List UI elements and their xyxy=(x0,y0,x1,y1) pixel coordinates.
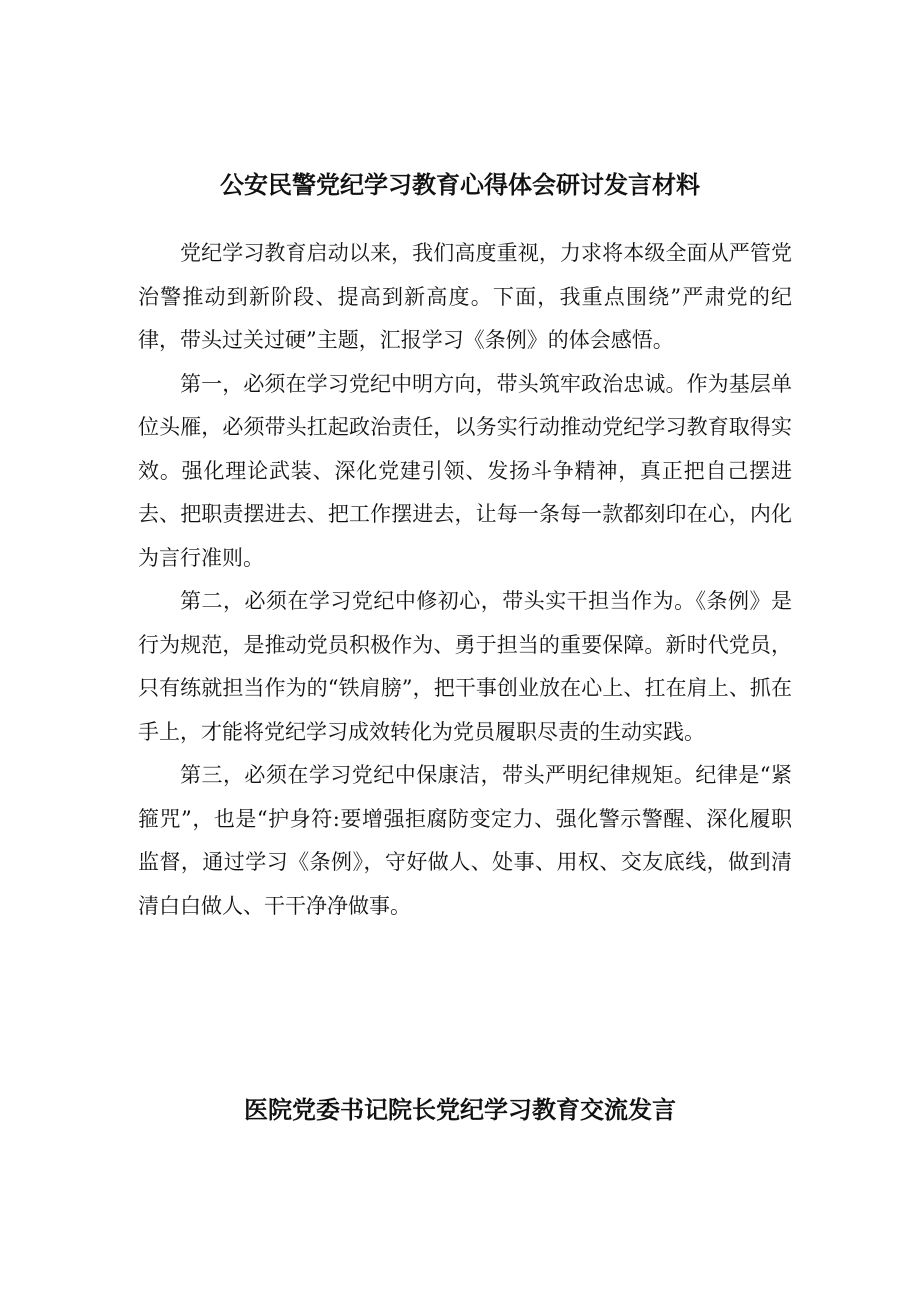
document-body xyxy=(138,232,792,928)
paragraph-second-point: 第二，必须在学习党纪中修初心，带头实干担当作为。《条例》是行为规范，是推动党员积极作为、勇于担当的重要保障。新时代党员，只有练就担当作为的“铁肩膀”，把干事创业放在心上、扛在肩上、抓在手上，才能将党纪学习成效转化为党员履职尽责的生动实践。 xyxy=(138,589,792,744)
document-title: 公安民警党纪学习教育心得体会研讨发言材料 xyxy=(220,171,700,199)
paragraph-third-point: 第三，必须在学习党纪中保康洁，带头严明纪律规矩。纪律是“紧箍咒”，也是“护身符:要增强拒腐防变定力、强化警示警醒、深化履职监督，通过学习《条例》，守好做人、处事、用权、交友底线，做到清清白白做人、干干净净做事。 xyxy=(138,763,792,918)
paragraph-intro: 党纪学习教育启动以来，我们高度重视，力求将本级全面从严管党治警推动到新阶段、提高到新高度。下面，我重点围绕”严肃党的纪律，带头过关过硬”主题，汇报学习《条例》的体会感悟。 xyxy=(138,241,792,352)
next-section-title: 医院党委书记院长党纪学习教育交流发言 xyxy=(244,1096,676,1124)
paragraph-first-point: 第一，必须在学习党纪中明方向，带头筑牢政治忠诚。作为基层单位头雁，必须带头扛起政治责任，以务实行动推动党纪学习教育取得实效。强化理论武装、深化党建引领、发扬斗争精神，真正把自己摆进去、把职责摆进去、把工作摆进去，让每一条每一款都刻印在心，内化为言行准则。 xyxy=(138,371,792,570)
